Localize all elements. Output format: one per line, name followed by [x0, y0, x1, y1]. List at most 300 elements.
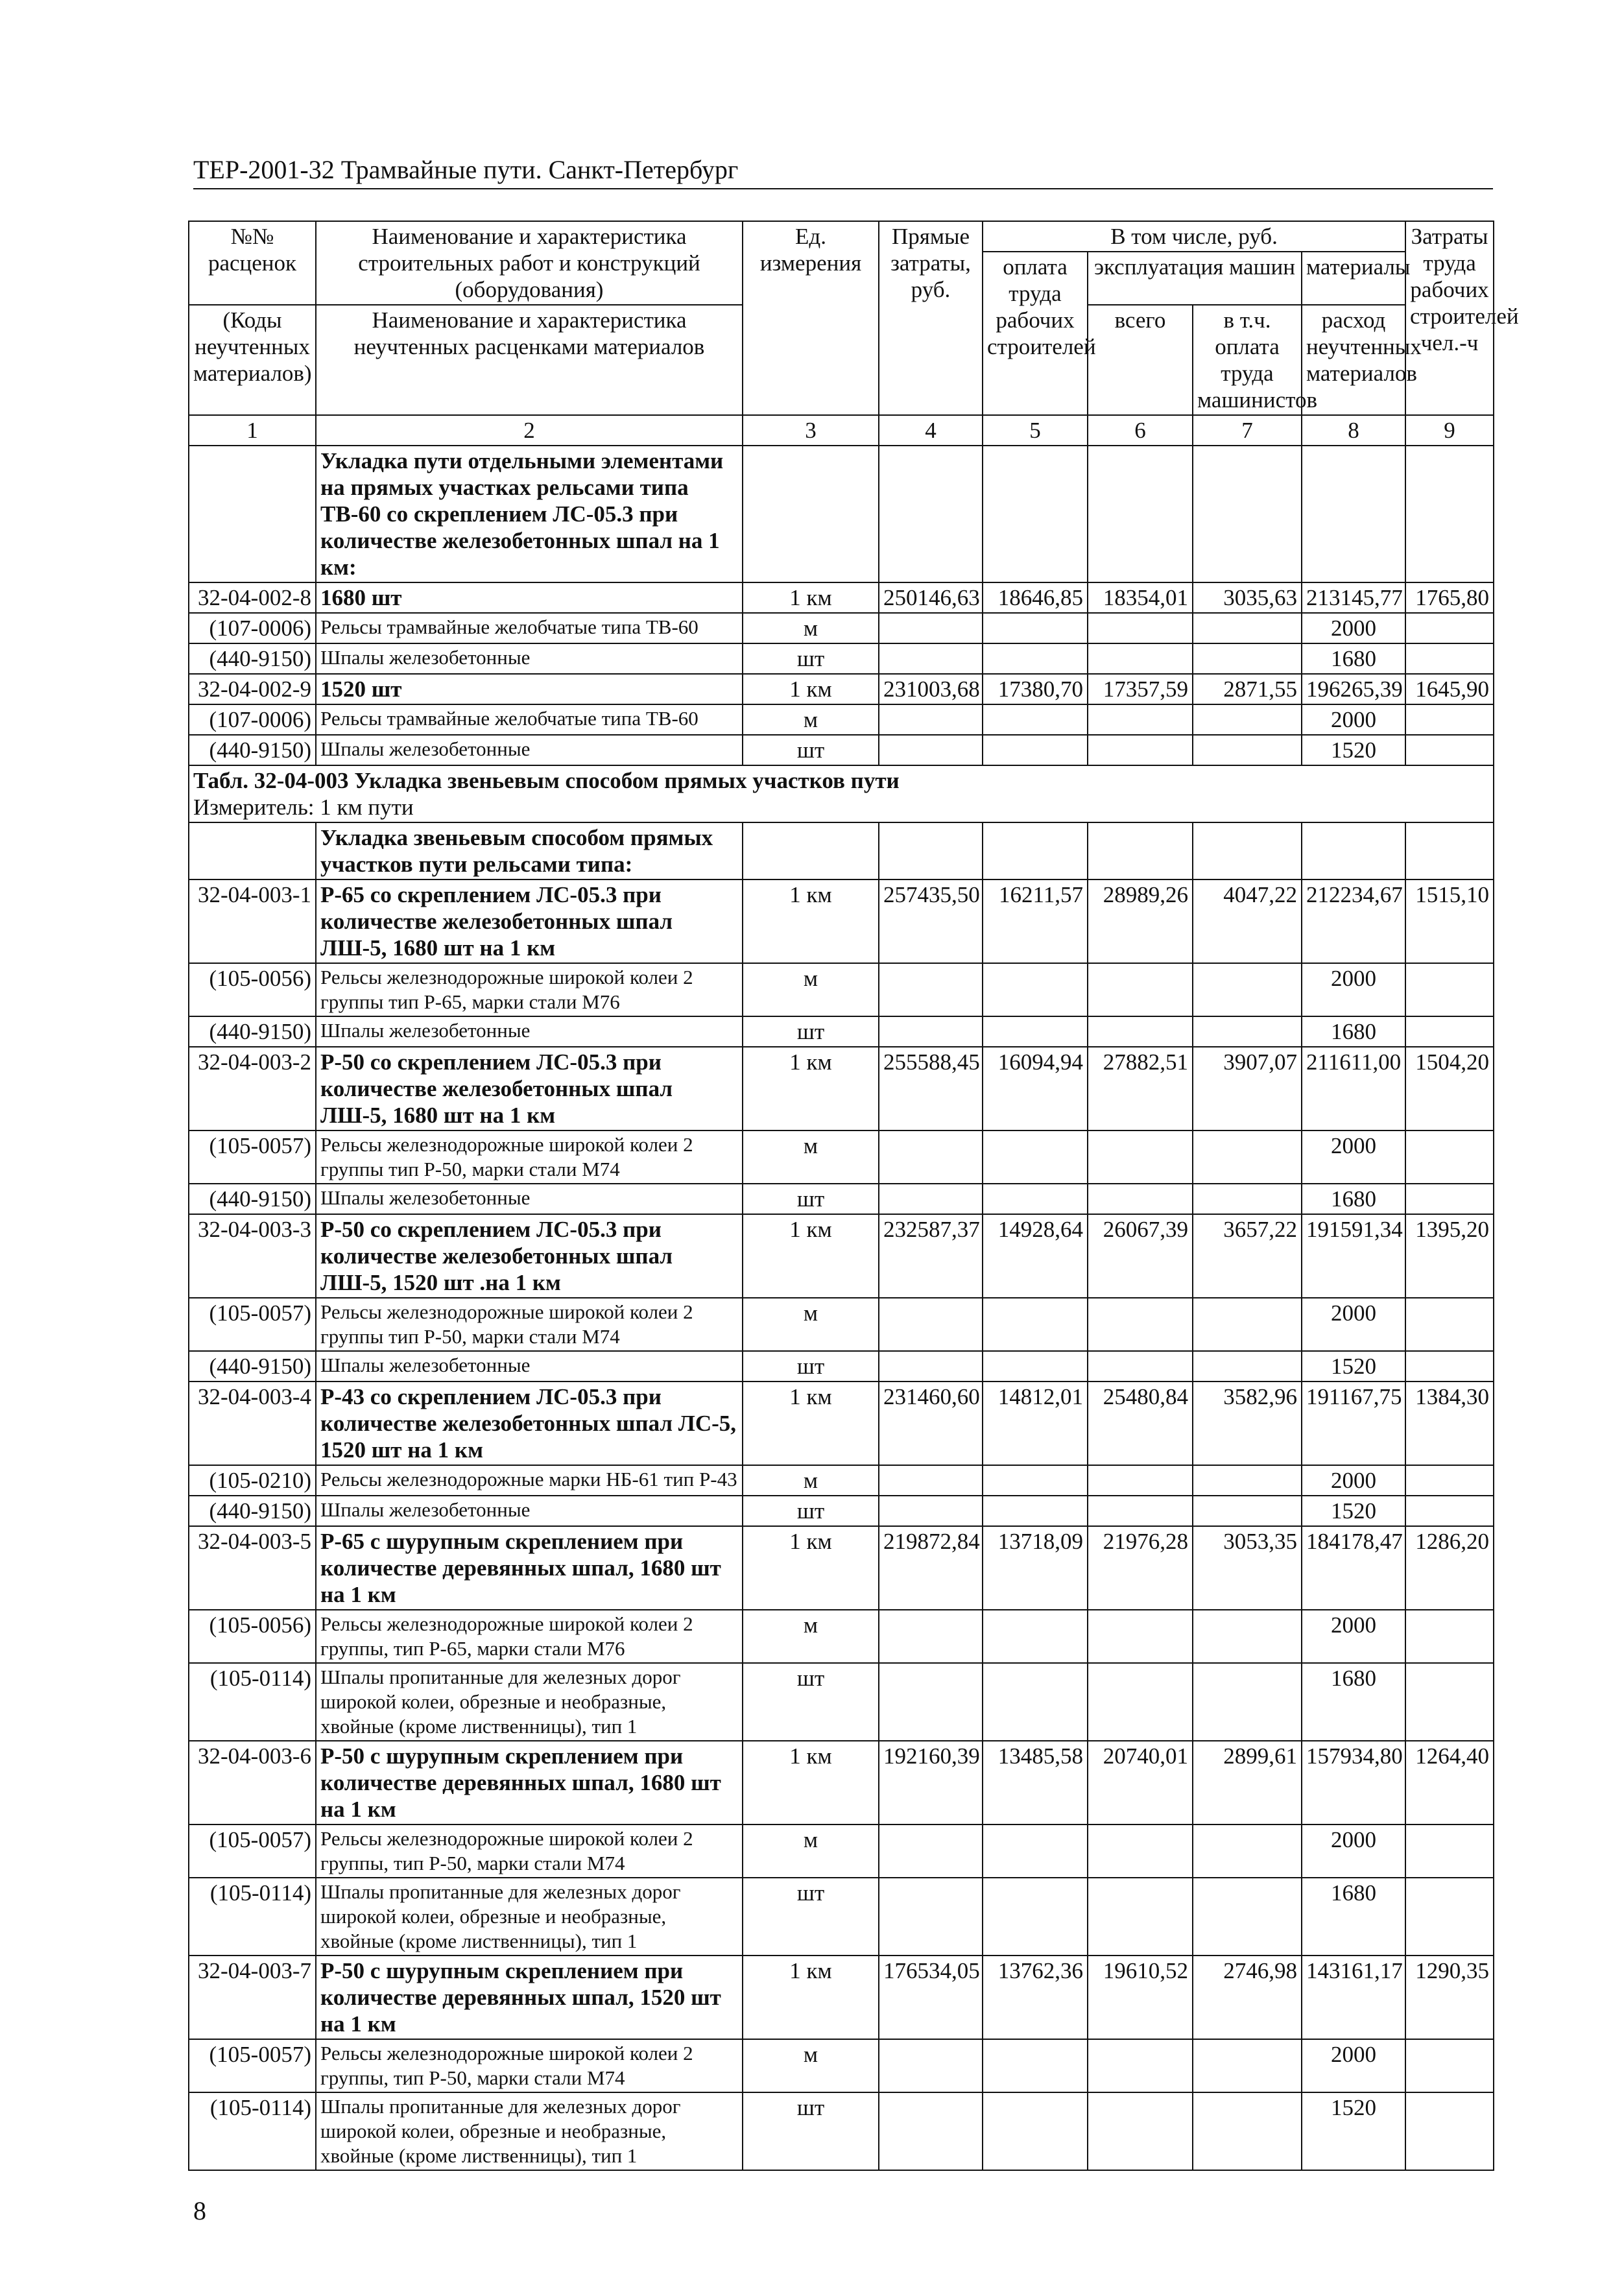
empty-cell: [983, 446, 1088, 582]
empty-cell: [1405, 2092, 1494, 2170]
col7-header: в т.ч. оплата труда машинистов: [1193, 305, 1302, 415]
machine-costs: 19610,52: [1088, 1956, 1193, 2039]
labor-hours: 1395,20: [1405, 1214, 1494, 1298]
labor-costs: 13485,58: [983, 1741, 1088, 1824]
empty-cell: [1405, 1610, 1494, 1663]
material-quantity: 1680: [1302, 1016, 1405, 1047]
col-num-4: 4: [879, 415, 983, 446]
rate-row: [189, 1047, 1494, 1131]
material-quantity: 2000: [1302, 1824, 1405, 1878]
material-row: [189, 735, 1494, 765]
code-cell: [189, 446, 316, 582]
empty-cell: [1302, 446, 1405, 582]
empty-cell: [1405, 1878, 1494, 1956]
material-code: (105-0057): [189, 1131, 316, 1184]
empty-cell: [879, 1824, 983, 1878]
intro-text: Укладка звеньевым способом прямых участков пути рельсами типа:: [316, 822, 743, 879]
direct-costs: 232587,37: [879, 1214, 983, 1298]
empty-cell: [1088, 963, 1193, 1016]
rate-name: Р-65 с шурупным скреплением при количестве деревянных шпал, 1680 шт на 1 км: [316, 1526, 743, 1610]
empty-cell: [879, 1465, 983, 1496]
direct-costs: 250146,63: [879, 582, 983, 613]
material-name: Рельсы железнодорожные широкой колеи 2 группы тип Р-50, марки стали М74: [316, 1131, 743, 1184]
labor-costs: 18646,85: [983, 582, 1088, 613]
rate-name: Р-65 со скреплением ЛС-05.3 при количестве железобетонных шпал ЛШ-5, 1680 шт на 1 км: [316, 879, 743, 963]
empty-cell: [983, 1663, 1088, 1741]
direct-costs: 192160,39: [879, 1741, 983, 1824]
section2-intro-row: [189, 822, 1494, 879]
empty-cell: [743, 446, 879, 582]
material-name: Шпалы пропитанные для железных дорог широкой колеи, обрезные и необразные, хвойные (кроме лиственницы), тип 1: [316, 1878, 743, 1956]
col-num-8: 8: [1302, 415, 1405, 446]
empty-cell: [879, 1663, 983, 1741]
empty-cell: [879, 2039, 983, 2092]
labor-hours: 1504,20: [1405, 1047, 1494, 1131]
empty-cell: [983, 1878, 1088, 1956]
machine-costs: 27882,51: [1088, 1047, 1193, 1131]
empty-cell: [1193, 735, 1302, 765]
empty-cell: [1193, 1184, 1302, 1214]
material-unit: шт: [743, 1878, 879, 1956]
material-name: Шпалы железобетонные: [316, 1351, 743, 1382]
col2-header-bottom: Наименование и характеристика неучтенных расценками материалов: [316, 305, 743, 415]
material-code: (440-9150): [189, 1184, 316, 1214]
material-row: [189, 1131, 1494, 1184]
material-row: [189, 643, 1494, 674]
material-name: Шпалы железобетонные: [316, 1496, 743, 1526]
rate-code: 32-04-002-9: [189, 674, 316, 704]
col3-header: Ед. измерения: [743, 221, 879, 415]
machine-costs: 21976,28: [1088, 1526, 1193, 1610]
labor-hours: 1290,35: [1405, 1956, 1494, 2039]
empty-cell: [983, 704, 1088, 735]
material-name: Рельсы железнодорожные широкой колеи 2 группы, тип Р-65, марки стали М76: [316, 1610, 743, 1663]
empty-cell: [1405, 1016, 1494, 1047]
empty-cell: [1193, 1465, 1302, 1496]
material-unit: шт: [743, 1184, 879, 1214]
material-quantity: 1680: [1302, 1184, 1405, 1214]
rate-row: [189, 1382, 1494, 1465]
labor-hours: 1264,40: [1405, 1741, 1494, 1824]
rate-row: [189, 1741, 1494, 1824]
empty-cell: [983, 643, 1088, 674]
material-quantity: 2000: [1302, 613, 1405, 643]
labor-hours: 1515,10: [1405, 879, 1494, 963]
empty-cell: [983, 1016, 1088, 1047]
col6-header: всего: [1088, 305, 1193, 415]
material-code: (440-9150): [189, 1496, 316, 1526]
col8-header-bottom: расход неучтенных материалов: [1302, 305, 1405, 415]
empty-cell: [879, 963, 983, 1016]
material-costs: 212234,67: [1302, 879, 1405, 963]
material-code: (107-0006): [189, 704, 316, 735]
rate-row: [189, 1526, 1494, 1610]
page-number: 8: [193, 2196, 206, 2225]
empty-cell: [1088, 1351, 1193, 1382]
empty-cell: [983, 1465, 1088, 1496]
rates-table: [188, 221, 1519, 2171]
col-num-6: 6: [1088, 415, 1193, 446]
labor-costs: 13762,36: [983, 1956, 1088, 2039]
empty-cell: [1088, 1016, 1193, 1047]
material-unit: шт: [743, 2092, 879, 2170]
rate-row: [189, 1956, 1494, 2039]
direct-costs: 255588,45: [879, 1047, 983, 1131]
material-quantity: 2000: [1302, 1610, 1405, 1663]
material-code: (105-0210): [189, 1465, 316, 1496]
empty-cell: [1405, 1184, 1494, 1214]
empty-cell: [1193, 1351, 1302, 1382]
empty-cell: [879, 735, 983, 765]
col4-header: Прямые затраты, руб.: [879, 221, 983, 415]
labor-hours: 1286,20: [1405, 1526, 1494, 1610]
rate-unit: 1 км: [743, 674, 879, 704]
labor-costs: 13718,09: [983, 1526, 1088, 1610]
rate-code: 32-04-003-5: [189, 1526, 316, 1610]
empty-cell: [1088, 613, 1193, 643]
material-quantity: 2000: [1302, 1465, 1405, 1496]
material-row: [189, 1465, 1494, 1496]
col-num-5: 5: [983, 415, 1088, 446]
rate-code: 32-04-003-1: [189, 879, 316, 963]
col2-header-top: Наименование и характеристика строительных работ и конструкций (оборудования): [316, 221, 743, 305]
empty-cell: [1088, 2039, 1193, 2092]
material-costs: 184178,47: [1302, 1526, 1405, 1610]
machinist-costs: 3053,35: [1193, 1526, 1302, 1610]
material-quantity: 1520: [1302, 1351, 1405, 1382]
empty-cell: [879, 613, 983, 643]
empty-cell: [1088, 643, 1193, 674]
material-unit: шт: [743, 735, 879, 765]
rate-code: 32-04-003-4: [189, 1382, 316, 1465]
rate-row: [189, 674, 1494, 704]
material-costs: 196265,39: [1302, 674, 1405, 704]
material-costs: 213145,77: [1302, 582, 1405, 613]
material-code: (105-0057): [189, 1298, 316, 1351]
empty-cell: [983, 1824, 1088, 1878]
empty-cell: [1193, 822, 1302, 879]
empty-cell: [1193, 643, 1302, 674]
empty-cell: [879, 643, 983, 674]
empty-cell: [1405, 735, 1494, 765]
material-quantity: 1680: [1302, 1878, 1405, 1956]
material-unit: шт: [743, 1663, 879, 1741]
rate-unit: 1 км: [743, 1214, 879, 1298]
rate-code: 32-04-003-3: [189, 1214, 316, 1298]
empty-cell: [1193, 1824, 1302, 1878]
material-code: (105-0056): [189, 963, 316, 1016]
empty-cell: [1088, 1131, 1193, 1184]
group-header: В том числе, руб.: [983, 221, 1405, 252]
labor-costs: 16211,57: [983, 879, 1088, 963]
machine-costs: 17357,59: [1088, 674, 1193, 704]
machine-costs: 20740,01: [1088, 1741, 1193, 1824]
material-name: Шпалы железобетонные: [316, 643, 743, 674]
material-quantity: 1520: [1302, 735, 1405, 765]
empty-cell: [1193, 1610, 1302, 1663]
empty-cell: [983, 2039, 1088, 2092]
rate-name: Р-43 со скреплением ЛС-05.3 при количестве железобетонных шпал ЛС-5, 1520 шт на 1 км: [316, 1382, 743, 1465]
rate-unit: 1 км: [743, 1741, 879, 1824]
material-code: (105-0114): [189, 2092, 316, 2170]
empty-cell: [1405, 1351, 1494, 1382]
col1-header-top: №№ расценок: [189, 221, 316, 305]
col5-header: оплата труда рабочих строителей: [983, 252, 1088, 415]
empty-cell: [1088, 1663, 1193, 1741]
material-name: Рельсы железнодорожные широкой колеи 2 группы тип Р-50, марки стали М74: [316, 1298, 743, 1351]
empty-cell: [879, 2092, 983, 2170]
empty-cell: [983, 822, 1088, 879]
material-row: [189, 1663, 1494, 1741]
empty-cell: [1405, 1824, 1494, 1878]
material-costs: 191591,34: [1302, 1214, 1405, 1298]
material-row: [189, 1351, 1494, 1382]
material-code: (105-0114): [189, 1663, 316, 1741]
machines-group-header: эксплуатация машин: [1088, 252, 1302, 305]
empty-cell: [983, 613, 1088, 643]
material-code: (105-0056): [189, 1610, 316, 1663]
empty-cell: [1088, 735, 1193, 765]
header-rule: [193, 188, 1493, 189]
direct-costs: 257435,50: [879, 879, 983, 963]
rate-name: Р-50 с шурупным скреплением при количестве деревянных шпал, 1520 шт на 1 км: [316, 1956, 743, 2039]
labor-hours: 1765,80: [1405, 582, 1494, 613]
labor-costs: 14812,01: [983, 1382, 1088, 1465]
empty-cell: [983, 1184, 1088, 1214]
empty-cell: [1193, 1663, 1302, 1741]
empty-cell: [1088, 1184, 1193, 1214]
rate-row: [189, 582, 1494, 613]
material-unit: м: [743, 963, 879, 1016]
material-unit: м: [743, 613, 879, 643]
empty-cell: [1193, 963, 1302, 1016]
material-row: [189, 1016, 1494, 1047]
material-name: Шпалы пропитанные для железных дорог широкой колеи, обрезные и необразные, хвойные (кроме лиственницы), тип 1: [316, 1663, 743, 1741]
empty-cell: [1405, 1465, 1494, 1496]
material-row: [189, 613, 1494, 643]
rate-name: Р-50 со скреплением ЛС-05.3 при количестве железобетонных шпал ЛШ-5, 1520 шт .на 1 км: [316, 1214, 743, 1298]
empty-cell: [1193, 2039, 1302, 2092]
material-row: [189, 2039, 1494, 2092]
material-code: (440-9150): [189, 643, 316, 674]
rate-unit: 1 км: [743, 1382, 879, 1465]
material-code: (105-0057): [189, 1824, 316, 1878]
material-unit: м: [743, 1610, 879, 1663]
empty-cell: [983, 963, 1088, 1016]
empty-cell: [879, 704, 983, 735]
intro-text: Укладка пути отдельными элементами на прямых участках рельсами типа ТВ-60 со скреплением ЛС-05.3 при количестве железобетонных шпал на 1 км:: [316, 446, 743, 582]
labor-hours: 1645,90: [1405, 674, 1494, 704]
labor-costs: 16094,94: [983, 1047, 1088, 1131]
machinist-costs: 4047,22: [1193, 879, 1302, 963]
empty-cell: [983, 735, 1088, 765]
rate-unit: 1 км: [743, 1526, 879, 1610]
empty-cell: [983, 2092, 1088, 2170]
header-row-1: [189, 221, 1494, 252]
labor-costs: 14928,64: [983, 1214, 1088, 1298]
col8-header-top: материалы: [1302, 252, 1405, 305]
material-code: (107-0006): [189, 613, 316, 643]
material-quantity: 1680: [1302, 1663, 1405, 1741]
material-row: [189, 1824, 1494, 1878]
table-meter: Измеритель: 1 км пути: [193, 795, 414, 820]
empty-cell: [1405, 2039, 1494, 2092]
material-row: [189, 1610, 1494, 1663]
material-unit: м: [743, 1824, 879, 1878]
empty-cell: [1405, 1496, 1494, 1526]
rate-unit: 1 км: [743, 879, 879, 963]
empty-cell: [879, 1878, 983, 1956]
material-name: Рельсы железнодорожные широкой колеи 2 группы тип Р-65, марки стали М76: [316, 963, 743, 1016]
col-num-2: 2: [316, 415, 743, 446]
material-quantity: 1520: [1302, 2092, 1405, 2170]
machinist-costs: 2899,61: [1193, 1741, 1302, 1824]
empty-cell: [879, 1016, 983, 1047]
empty-cell: [879, 1610, 983, 1663]
material-unit: м: [743, 1298, 879, 1351]
machine-costs: 18354,01: [1088, 582, 1193, 613]
empty-cell: [1193, 1878, 1302, 1956]
rate-name: 1680 шт: [316, 582, 743, 613]
empty-cell: [1088, 1878, 1193, 1956]
empty-cell: [1088, 1610, 1193, 1663]
empty-cell: [1193, 1016, 1302, 1047]
material-name: Шпалы железобетонные: [316, 735, 743, 765]
rate-code: 32-04-003-7: [189, 1956, 316, 2039]
col-num-3: 3: [743, 415, 879, 446]
material-quantity: 1520: [1302, 1496, 1405, 1526]
material-unit: шт: [743, 643, 879, 674]
empty-cell: [983, 1131, 1088, 1184]
machinist-costs: 3035,63: [1193, 582, 1302, 613]
material-quantity: 2000: [1302, 1298, 1405, 1351]
material-quantity: 2000: [1302, 2039, 1405, 2092]
material-name: Рельсы железнодорожные широкой колеи 2 группы, тип Р-50, марки стали М74: [316, 2039, 743, 2092]
material-quantity: 2000: [1302, 963, 1405, 1016]
machine-costs: 25480,84: [1088, 1382, 1193, 1465]
empty-cell: [879, 822, 983, 879]
machine-costs: 28989,26: [1088, 879, 1193, 963]
table-title-row: [189, 765, 1494, 822]
machinist-costs: 3657,22: [1193, 1214, 1302, 1298]
labor-hours: 1384,30: [1405, 1382, 1494, 1465]
empty-cell: [1088, 446, 1193, 582]
material-unit: м: [743, 1131, 879, 1184]
rate-row: [189, 1214, 1494, 1298]
empty-cell: [1193, 1496, 1302, 1526]
material-quantity: 2000: [1302, 704, 1405, 735]
column-numbers-row: [189, 415, 1494, 446]
empty-cell: [1193, 613, 1302, 643]
material-name: Рельсы железнодорожные марки НБ-61 тип Р-43: [316, 1465, 743, 1496]
rate-unit: 1 км: [743, 1956, 879, 2039]
material-unit: шт: [743, 1351, 879, 1382]
material-name: Шпалы железобетонные: [316, 1184, 743, 1214]
empty-cell: [1193, 704, 1302, 735]
empty-cell: [1193, 1298, 1302, 1351]
code-cell: [189, 822, 316, 879]
empty-cell: [1405, 704, 1494, 735]
material-code: (105-0114): [189, 1878, 316, 1956]
empty-cell: [1302, 822, 1405, 879]
material-quantity: 2000: [1302, 1131, 1405, 1184]
empty-cell: [879, 446, 983, 582]
empty-cell: [1088, 1298, 1193, 1351]
empty-cell: [983, 1351, 1088, 1382]
empty-cell: [1088, 822, 1193, 879]
material-code: (440-9150): [189, 735, 316, 765]
rate-name: 1520 шт: [316, 674, 743, 704]
direct-costs: 231003,68: [879, 674, 983, 704]
material-name: Шпалы пропитанные для железных дорог широкой колеи, обрезные и необразные, хвойные (кроме лиственницы), тип 1: [316, 2092, 743, 2170]
rate-unit: 1 км: [743, 582, 879, 613]
col-num-7: 7: [1193, 415, 1302, 446]
empty-cell: [1088, 1496, 1193, 1526]
empty-cell: [1405, 1663, 1494, 1741]
machinist-costs: 3582,96: [1193, 1382, 1302, 1465]
material-name: Рельсы трамвайные желобчатые типа ТВ-60: [316, 613, 743, 643]
direct-costs: 176534,05: [879, 1956, 983, 2039]
material-row: [189, 704, 1494, 735]
empty-cell: [1193, 2092, 1302, 2170]
empty-cell: [1088, 1824, 1193, 1878]
empty-cell: [1088, 2092, 1193, 2170]
empty-cell: [743, 822, 879, 879]
rate-name: Р-50 с шурупным скреплением при количестве деревянных шпал, 1680 шт на 1 км: [316, 1741, 743, 1824]
material-name: Рельсы железнодорожные широкой колеи 2 группы, тип Р-50, марки стали М74: [316, 1824, 743, 1878]
machinist-costs: 3907,07: [1193, 1047, 1302, 1131]
rate-code: 32-04-003-2: [189, 1047, 316, 1131]
material-quantity: 1680: [1302, 643, 1405, 674]
col-num-9: 9: [1405, 415, 1494, 446]
empty-cell: [879, 1496, 983, 1526]
empty-cell: [983, 1496, 1088, 1526]
material-row: [189, 963, 1494, 1016]
col9-header: Затраты труда рабочих строителей чел.-ч: [1405, 221, 1494, 415]
material-unit: шт: [743, 1496, 879, 1526]
empty-cell: [879, 1298, 983, 1351]
material-row: [189, 2092, 1494, 2170]
empty-cell: [1088, 1465, 1193, 1496]
material-row: [189, 1184, 1494, 1214]
labor-costs: 17380,70: [983, 674, 1088, 704]
material-unit: м: [743, 2039, 879, 2092]
material-costs: 157934,80: [1302, 1741, 1405, 1824]
empty-cell: [983, 1298, 1088, 1351]
empty-cell: [879, 1131, 983, 1184]
empty-cell: [879, 1351, 983, 1382]
rate-unit: 1 км: [743, 1047, 879, 1131]
material-name: Рельсы трамвайные желобчатые типа ТВ-60: [316, 704, 743, 735]
material-costs: 191167,75: [1302, 1382, 1405, 1465]
rate-row: [189, 879, 1494, 963]
empty-cell: [1193, 446, 1302, 582]
material-unit: шт: [743, 1016, 879, 1047]
empty-cell: [1405, 446, 1494, 582]
material-row: [189, 1496, 1494, 1526]
empty-cell: [1405, 1131, 1494, 1184]
rate-code: 32-04-003-6: [189, 1741, 316, 1824]
page-header: ТЕР-2001-32 Трамвайные пути. Санкт-Петербург: [193, 155, 739, 184]
material-unit: м: [743, 1465, 879, 1496]
material-costs: 211611,00: [1302, 1047, 1405, 1131]
machinist-costs: 2871,55: [1193, 674, 1302, 704]
direct-costs: 219872,84: [879, 1526, 983, 1610]
rate-name: Р-50 со скреплением ЛС-05.3 при количестве железобетонных шпал ЛШ-5, 1680 шт на 1 км: [316, 1047, 743, 1131]
empty-cell: [1405, 963, 1494, 1016]
section1-intro-row: [189, 446, 1494, 582]
col-num-1: 1: [189, 415, 316, 446]
